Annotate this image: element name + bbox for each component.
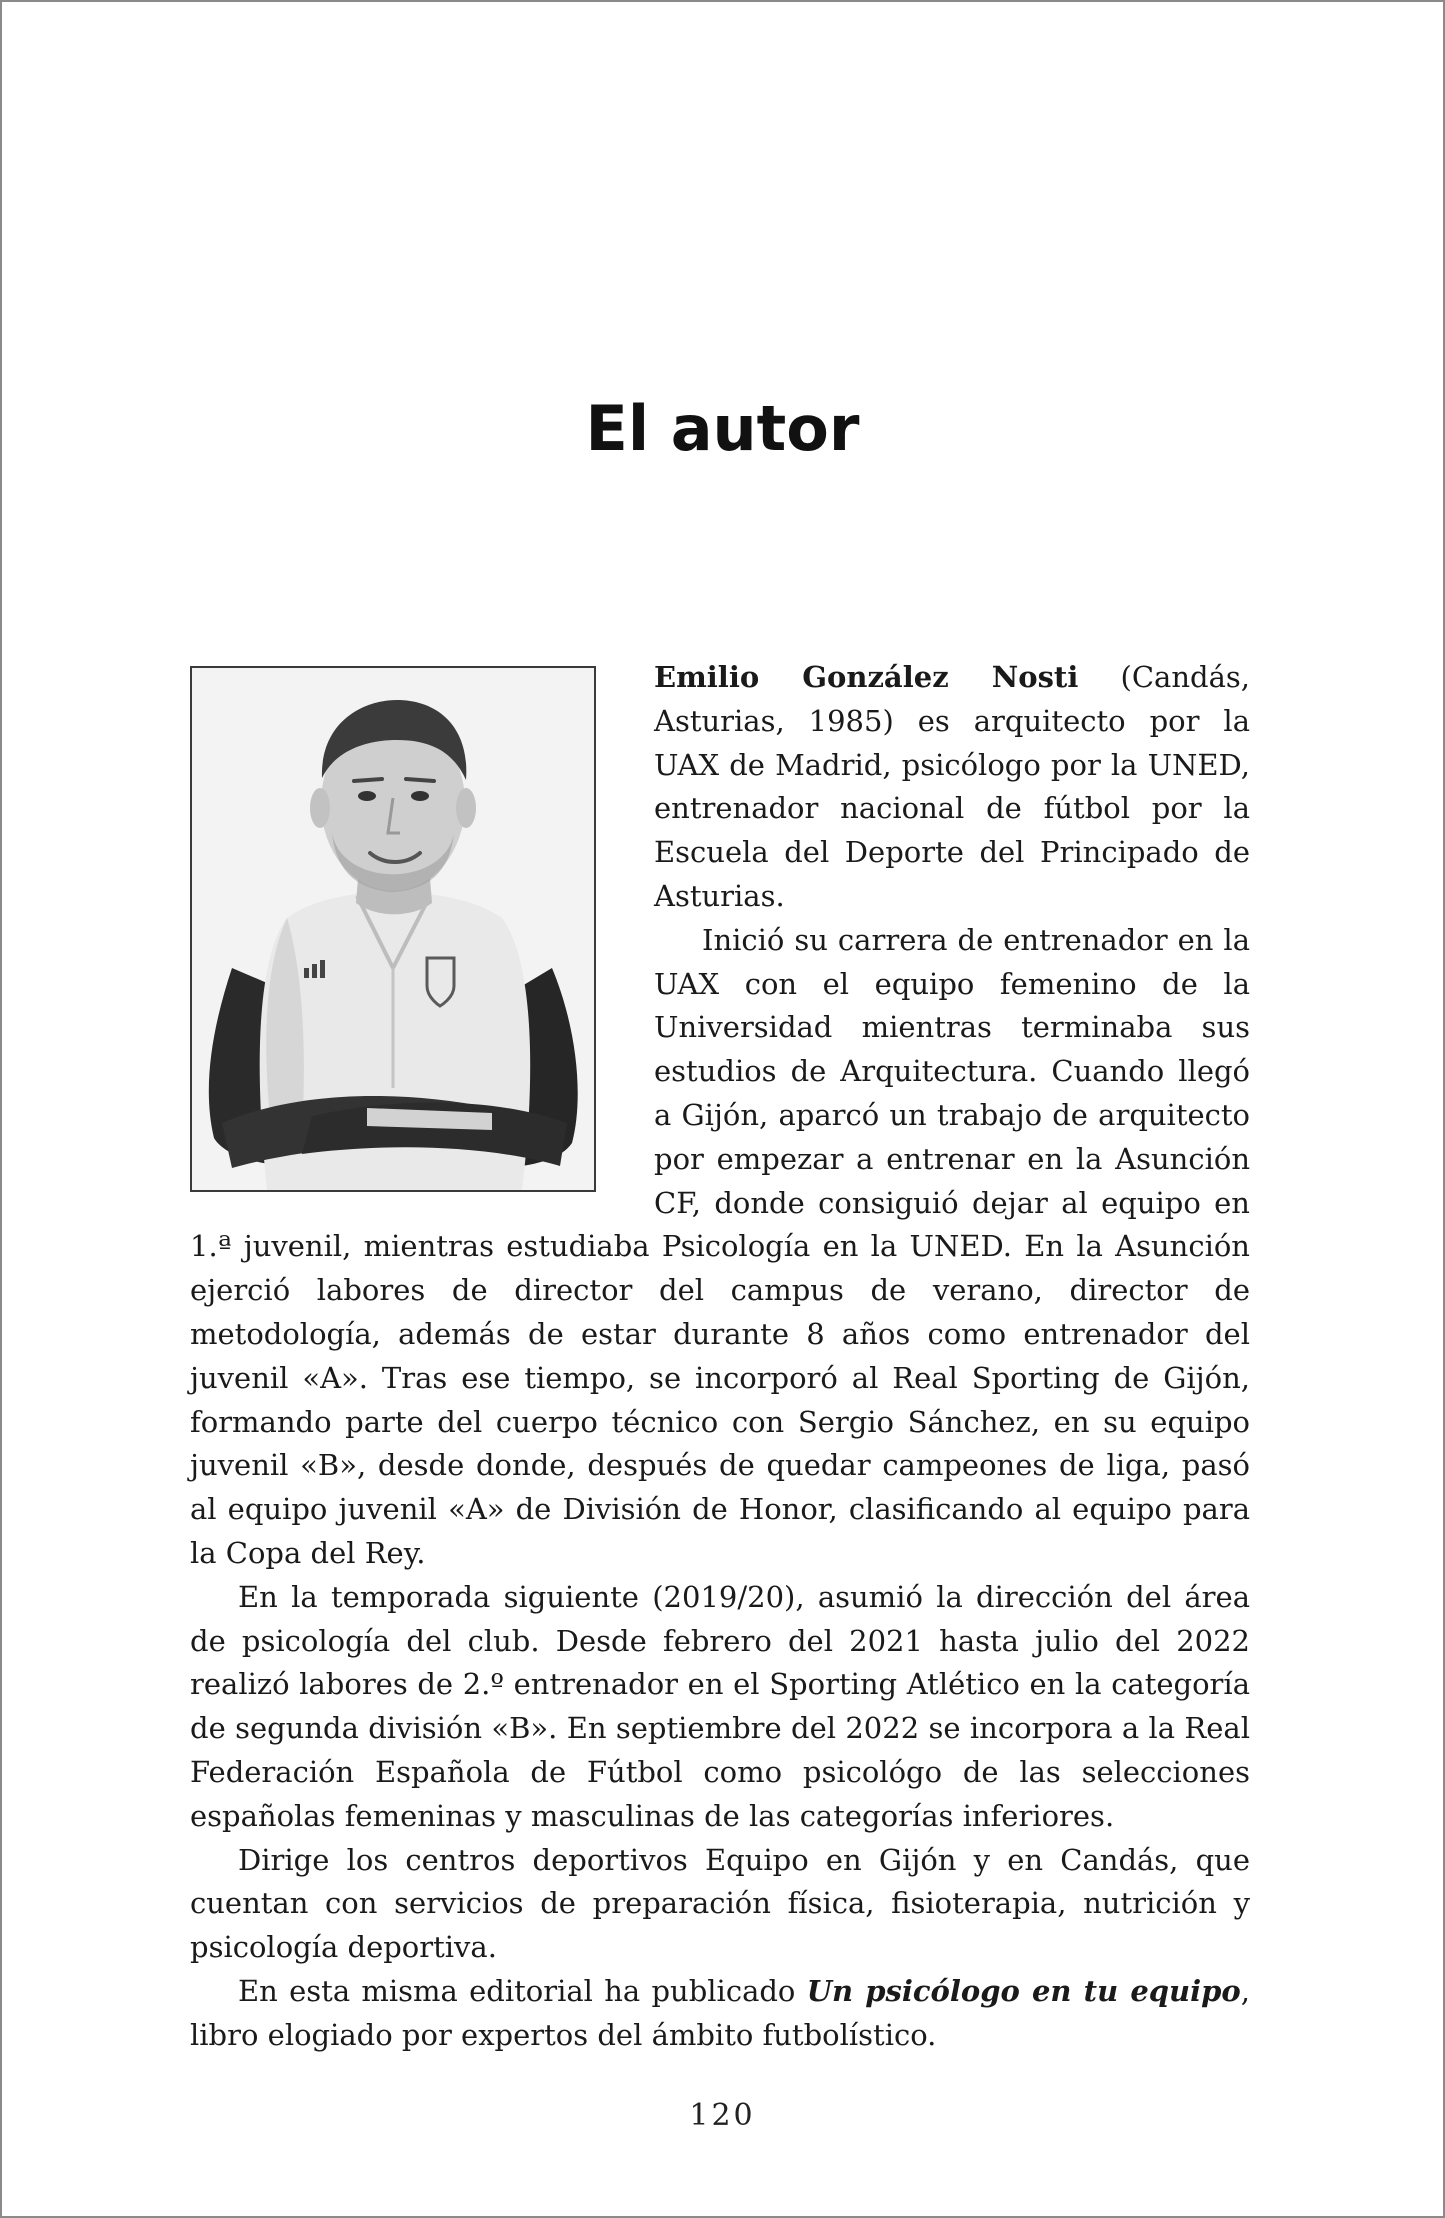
bio-paragraph-1-text: (Candás, Asturias, 1985) es arquitecto por la UAX de Madrid, psicólogo por la UNED, entrenador nacional de fútbol por la Escuela del Deporte del Principado de Asturias. — [654, 660, 1250, 913]
bio-paragraph-2: Inició su carrera de entrenador en la UAX con el equipo femenino de la Universidad mientras terminaba sus estudios de Arquitectura. Cuando llegó a Gijón, aparcó un trabajo de arquitecto por empezar a entrenar en la Asunción CF, donde consiguió dejar al equipo en 1.ª juvenil, mientras estudiaba Psicología en la UNED. En la Asunción ejerció labores de director del campus de verano, director de metodología, además de estar durante 8 años como entrenador del juvenil «A». Tras ese tiempo, se incorporó al Real Sporting de Gijón, formando parte del cuerpo técnico con Sergio Sánchez, en su equipo juvenil «B», desde donde, después de quedar campeones de liga, pasó al equipo juvenil «A» de División de Honor, clasificando al equipo para la Copa del Rey. — [190, 922, 1250, 1570]
bio-paragraph-5-intro: En esta misma editorial ha publicado — [238, 1973, 807, 2008]
bio-paragraph-5-outro: , libro elogiado por expertos del ámbito futbolístico. — [190, 1973, 1250, 2052]
author-photo — [190, 666, 596, 1192]
bio-paragraph-4: Dirige los centros deportivos Equipo en Gijón y en Candás, que cuentan con servicios de preparación física, fisioterapia, nutrición y psicología deportiva. — [190, 1842, 1250, 1965]
page-title: El autor — [585, 392, 860, 465]
page-number: 120 — [689, 2098, 756, 2133]
bio-paragraph-3: En la temporada siguiente (2019/20), asumió la dirección del área de psicología del club. Desde febrero del 2021 hasta julio del 2022 realizó labores de 2.º entrenador en el Sporting Atlético en la categoría de segunda división «B». En septiembre del 2022 se incorpora a la Real Federación Española de Fútbol como psicológo de las selecciones españolas femeninas y masculinas de las categorías inferiores. — [190, 1579, 1250, 1833]
author-name: Emilio González Nosti — [654, 660, 1079, 694]
book-title: Un psicólogo en tu equipo — [806, 1973, 1241, 2008]
author-portrait-illustration — [192, 668, 594, 1190]
author-biography — [190, 656, 1250, 2058]
bio-paragraph-5 — [190, 1970, 1250, 2058]
